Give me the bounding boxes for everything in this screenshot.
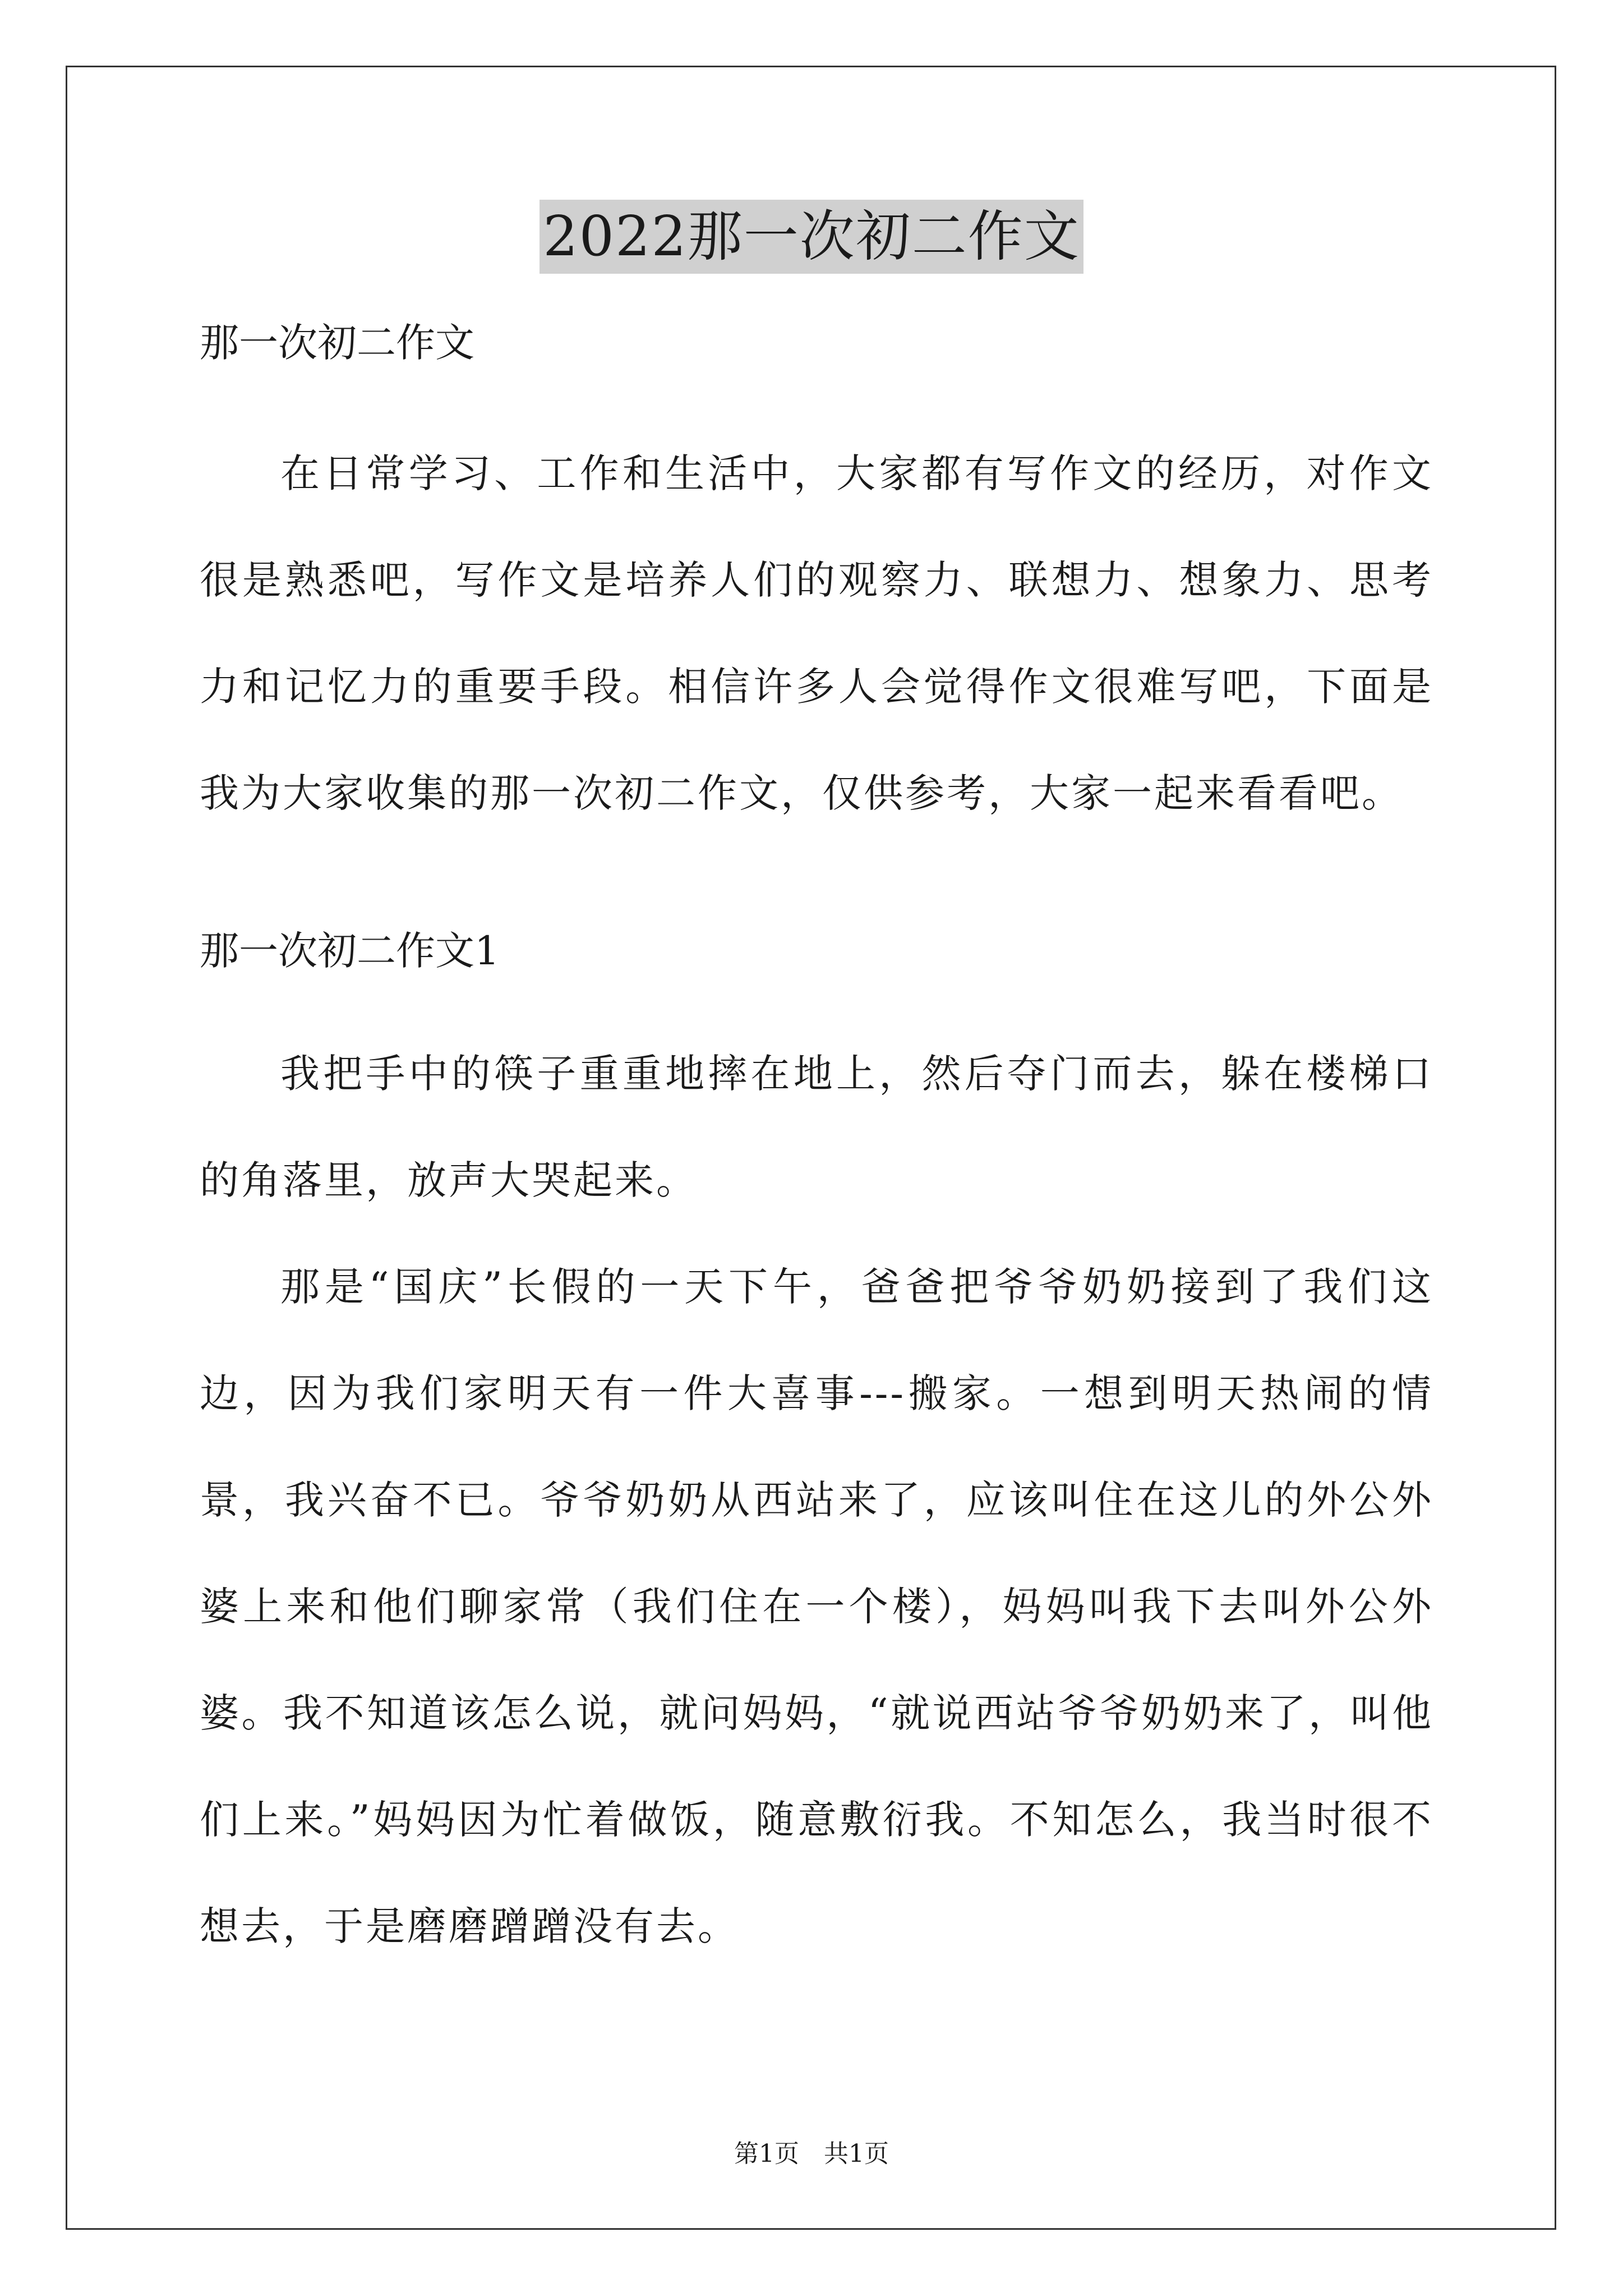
intro-heading: 那一次初二作文 [200,320,474,366]
body-paragraph-2: 那是“国庆”长假的一天下午，爸爸把爷爷奶奶接到了我们这边，因为我们家明天有一件大喜事---搬家。一想到明天热闹的情景，我兴奋不已。爷爷奶奶从西站来了，应该叫住在这儿的外公外婆上来和他们聊家常（我们住在一个楼），妈妈叫我下去叫外公外婆。我不知道该怎么说，就问妈妈，“就说西站爷爷奶奶来了，叫他们上来。”妈妈因为忙着做饭，随意敷衍我。不知怎么，我当时很不想去，于是磨磨蹭蹭没有去。 [200,1264,1433,1949]
title-container [0,200,1623,274]
intro-paragraph: 在日常学习、工作和生活中，大家都有写作文的经历，对作文很是熟悉吧，写作文是培养人们的观察力、联想力、想象力、思考力和记忆力的重要手段。相信许多人会觉得作文很难写吧，下面是我为大家收集的那一次初二作文，仅供参考，大家一起来看看吧。 [200,450,1433,816]
body-paragraph-1: 我把手中的筷子重重地摔在地上，然后夺门而去，躲在楼梯口的角落里，放声大哭起来。 [200,1051,1433,1203]
page-number-footer: 第1页 共1页 [734,2139,889,2168]
document-title: 2022那一次初二作文 [540,200,1083,274]
document-body [200,306,1433,1980]
section-heading: 那一次初二作文1 [200,928,500,974]
